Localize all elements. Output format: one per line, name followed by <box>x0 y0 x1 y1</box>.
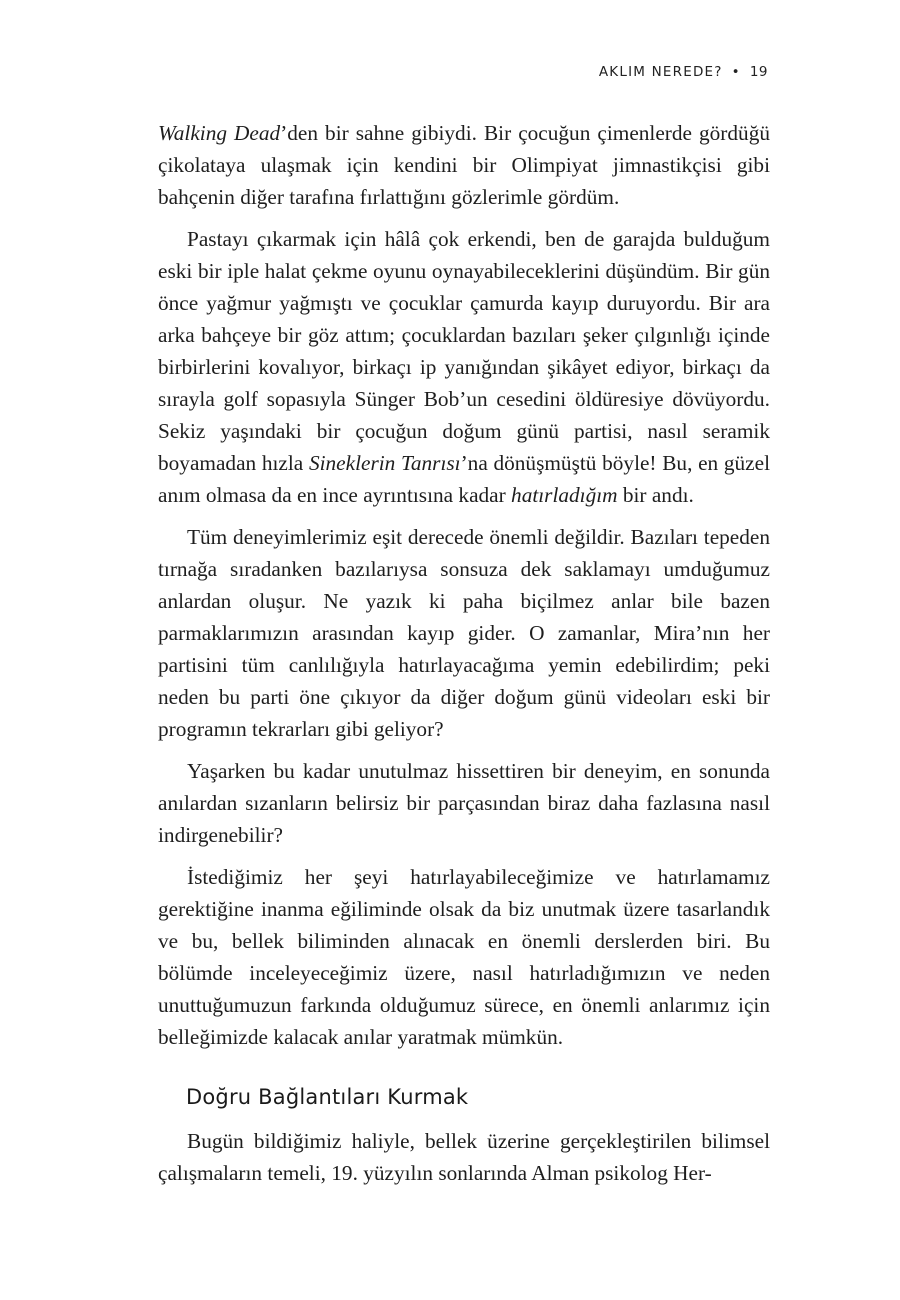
italic-title-sineklerin-tanrisi: Sineklerin Tanrısı <box>308 451 461 475</box>
body-text <box>158 117 770 1199</box>
page-number: 19 <box>749 64 768 80</box>
italic-word-hatirladigim: hatırladığım <box>511 483 618 507</box>
paragraph-4: Yaşarken bu kadar unutulmaz hissettiren bir deneyim, en sonunda anılardan sızanların belirsiz bir parçasından biraz daha fazlasına nasıl indirgenebilir? <box>158 759 770 847</box>
paragraph-2-text-before: Pastayı çıkarmak için hâlâ çok erkendi, ben de garajda bulduğum eski bir iple halat çekme oyunu oynayabileceklerini düşündüm. Bir gün önce yağmur yağmıştı ve çocuklar çamurda kayıp duruyordu. Bir ara arka bahçeye bir göz attım; çocuklardan bazıları şeker çılgınlığı içinde birbirlerini kovalıyor, birkaçı ip yanığından şikâyet ediyor, birkaçı da sırayla golf sopasıyla Sünger Bob’un cesedini öldüresiye dövüyordu. Sekiz yaşındaki bir çocuğun doğum günü partisi, nasıl seramik boyamadan hızla <box>158 227 770 475</box>
italic-title-walking-dead: Walking Dead <box>158 121 281 145</box>
paragraph-3: Tüm deneyimlerimiz eşit derecede önemli değildir. Bazıları tepeden tırnağa sıradanken bazılarıysa sonsuza dek saklamayı umduğumuz anlardan oluşur. Ne yazık ki paha biçilmez anlar bile bazen parmaklarımızın arasından kayıp gider. O zamanlar, Mira’nın her partisini tüm canlılığıyla hatırlayacağıma yemin edebilirdim; peki neden bu parti öne çıkıyor da diğer doğum günü videoları eski bir programın tekrarları gibi geliyor? <box>158 525 770 741</box>
section-heading: Doğru Bağlantıları Kurmak <box>186 1085 469 1109</box>
running-head-separator: • <box>731 64 741 80</box>
paragraph-1-text: ’den bir sahne gibiydi. Bir çocuğun çimenlerde gördüğü çikolataya ulaşmak için kendini bir Olimpiyat jimnastikçisi gibi bahçenin diğer tarafına fırlattığını gözlerimle gördüm. <box>158 121 770 209</box>
running-head-title: AKLIM NEREDE? <box>598 64 723 80</box>
paragraph-2-text-after: bir andı. <box>617 483 694 507</box>
paragraph-5: İstediğimiz her şeyi hatırlayabileceğimize ve hatırlamamız gerektiğine inanma eğiliminde olsak da biz unutmak üzere tasarlandık ve bu, bellek biliminden alınacak en önemli derslerden biri. Bu bölümde inceleyeceğimiz üzere, nasıl hatırladığımızın ve neden unuttuğumuzun farkında olduğumuz sürece, en önemli anlarımız için belleğimizde kalacak anılar yaratmak mümkün. <box>158 865 770 1049</box>
paragraph-2 <box>158 223 770 511</box>
paragraph-6: Bugün bildiğimiz haliyle, bellek üzerine gerçekleştirilen bilimsel çalışmaların temeli, 19. yüzyılın sonlarında Alman psikolog Her- <box>158 1129 770 1185</box>
running-head <box>599 64 768 80</box>
paragraph-1 <box>158 117 770 213</box>
paragraph-2-text-middle: ’na dönüşmüştü böyle! Bu, en güzel anım olmasa da en ince ayrıntısına kadar <box>158 451 771 507</box>
